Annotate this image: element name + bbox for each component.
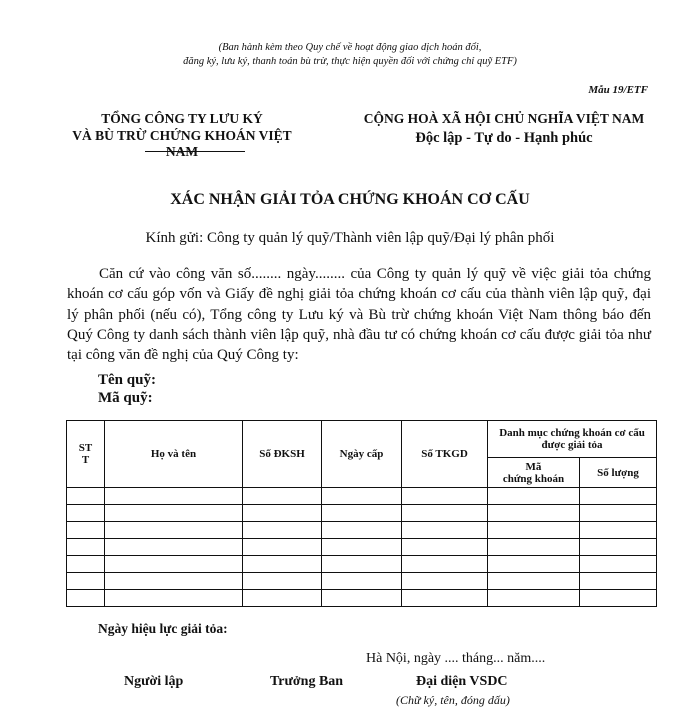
table-cell	[67, 505, 105, 522]
table-cell	[580, 573, 657, 590]
table-row	[67, 556, 657, 573]
table-cell	[243, 522, 322, 539]
document-title: XÁC NHẬN GIẢI TỎA CHỨNG KHOÁN CƠ CẤU	[170, 191, 530, 208]
table-cell	[322, 556, 402, 573]
table-cell	[105, 556, 243, 573]
table-cell	[580, 539, 657, 556]
release-list-table	[66, 420, 657, 607]
body-paragraph: Căn cứ vào công văn số........ ngày........ của Công ty quản lý quỹ về việc giải tỏa chứng khoán cơ cấu góp vốn và Giấy đề nghị giải tỏa chứng khoán cơ cấu của thành viên lập quỹ, đại lý phân phối (nếu có), Tổng công ty Lưu ký và Bù trừ chứng khoán Việt Nam thông báo đến Quý Công ty danh sách thành viên lập quỹ, nhà đầu tư có chứng khoán cơ cấu được giải tỏa như tại công văn đề nghị của Quý Công ty:	[67, 266, 651, 364]
header-full-name: Họ và tên	[105, 421, 243, 488]
table-cell	[105, 590, 243, 607]
header-quantity: Số lượng	[580, 458, 657, 488]
table-cell	[580, 488, 657, 505]
table-cell	[105, 505, 243, 522]
table-cell	[322, 488, 402, 505]
table-cell	[243, 539, 322, 556]
table-cell	[402, 573, 488, 590]
header-security-code	[488, 458, 580, 488]
table-cell	[243, 488, 322, 505]
header-registration-number: Số ĐKSH	[243, 421, 322, 488]
table-cell	[488, 522, 580, 539]
table-cell	[243, 590, 322, 607]
table-row	[67, 505, 657, 522]
table-row	[67, 488, 657, 505]
table-cell	[322, 505, 402, 522]
table-row	[67, 590, 657, 607]
table-cell	[67, 573, 105, 590]
table-row	[67, 539, 657, 556]
signer-representative: Đại diện VSDC	[416, 674, 508, 689]
table-cell	[402, 488, 488, 505]
signer-head: Trưởng Ban	[270, 674, 344, 689]
table-cell	[580, 522, 657, 539]
table-cell	[488, 505, 580, 522]
signer-maker: Người lập	[124, 674, 184, 689]
table-cell	[402, 590, 488, 607]
table-row	[67, 522, 657, 539]
header-stt	[67, 421, 105, 488]
table-cell	[402, 539, 488, 556]
table-cell	[322, 573, 402, 590]
header-issue-date: Ngày cấp	[322, 421, 402, 488]
table-cell	[580, 590, 657, 607]
table-cell	[105, 539, 243, 556]
organization-underline	[145, 151, 245, 152]
effective-date-label: Ngày hiệu lực giải tỏa:	[98, 621, 228, 636]
table-cell	[402, 556, 488, 573]
table-row	[67, 573, 657, 590]
table-cell	[322, 539, 402, 556]
place-date-line: Hà Nội, ngày .... tháng... năm....	[366, 651, 546, 666]
table-cell	[322, 522, 402, 539]
header-securities-group: Danh mục chứng khoán cơ cấu được giải tỏa	[488, 421, 657, 458]
table-cell	[488, 573, 580, 590]
table-cell	[67, 488, 105, 505]
national-title: CỘNG HOÀ XÃ HỘI CHỦ NGHĨA VIỆT NAM	[363, 111, 645, 126]
table-cell	[488, 590, 580, 607]
table-cell	[67, 522, 105, 539]
signature-note: (Chữ ký, tên, đóng dấu)	[396, 693, 510, 707]
table-cell	[580, 556, 657, 573]
table-cell	[67, 590, 105, 607]
decree-note-line1: (Ban hành kèm theo Quy chế về hoạt động giao dịch hoán đổi,	[218, 42, 482, 53]
table-cell	[488, 556, 580, 573]
table-cell	[243, 573, 322, 590]
header-security-code-text: Mã chứng khoán	[502, 460, 565, 485]
header-stt-text: ST T	[78, 442, 93, 466]
addressee-line: Kính gửi: Công ty quản lý quỹ/Thành viên lập quỹ/Đại lý phân phối	[145, 230, 555, 246]
fund-name-label: Tên quỹ:	[98, 372, 156, 388]
table-cell	[488, 539, 580, 556]
table-cell	[488, 488, 580, 505]
table-cell	[67, 556, 105, 573]
table-cell	[322, 590, 402, 607]
table-cell	[243, 505, 322, 522]
table-cell	[105, 573, 243, 590]
table-cell	[105, 522, 243, 539]
organization-name-line2: VÀ BÙ TRỪ CHỨNG KHOÁN VIỆT NAM	[72, 128, 292, 159]
decree-note-line2: đăng ký, lưu ký, thanh toán bù trừ, thực hiện quyền đối với chứng chỉ quỹ ETF)	[183, 56, 517, 67]
table-cell	[67, 539, 105, 556]
table-cell	[105, 488, 243, 505]
organization-name-line1: TỔNG CÔNG TY LƯU KÝ	[101, 111, 263, 126]
table-cell	[402, 522, 488, 539]
form-number: Mẫu 19/ETF	[588, 84, 648, 96]
national-motto: Độc lập - Tự do - Hạnh phúc	[415, 130, 593, 146]
table-cell	[243, 556, 322, 573]
table-cell	[580, 505, 657, 522]
table-cell	[402, 505, 488, 522]
fund-code-label: Mã quỹ:	[98, 390, 153, 406]
header-trading-account: Số TKGD	[402, 421, 488, 488]
